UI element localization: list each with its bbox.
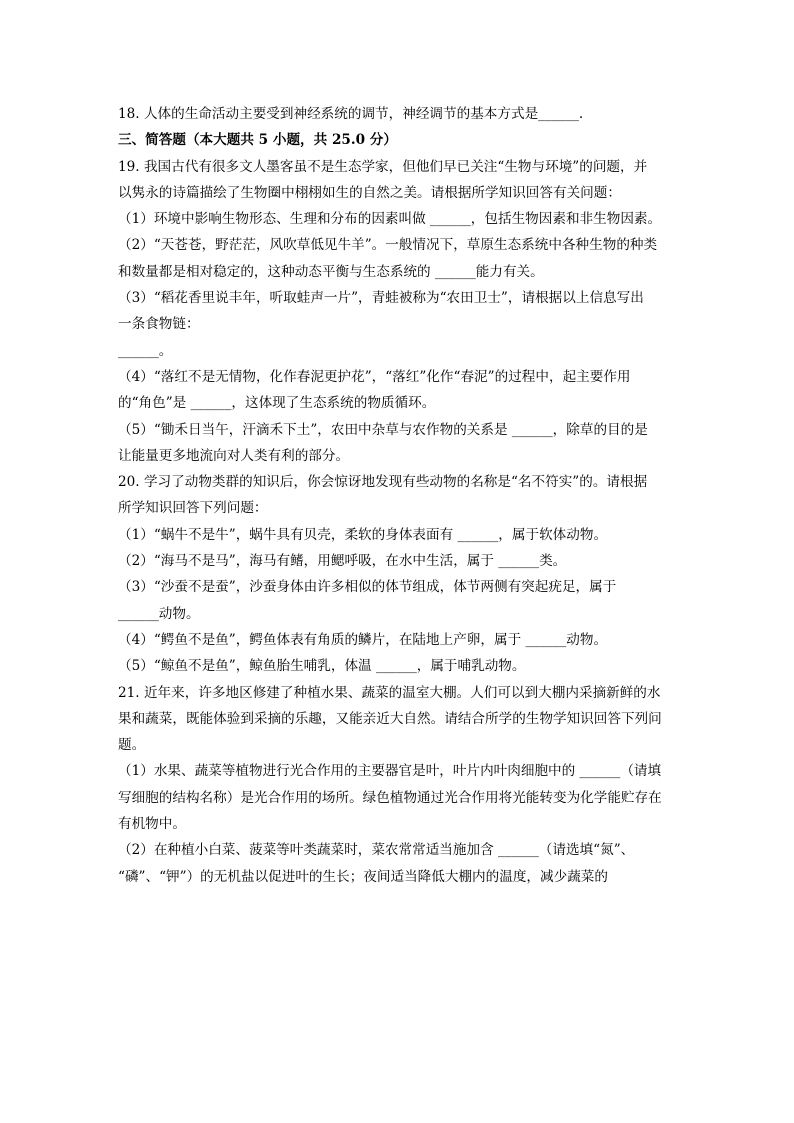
question-19-intro-line-2: 以隽永的诗篇描绘了生物圈中栩栩如生的自然之美。请根据所学知识回答有关问题： bbox=[118, 184, 621, 201]
question-21-part-1-line-3: 有机物中。 bbox=[118, 816, 186, 833]
question-19-part-3-blank: ______。 bbox=[118, 342, 173, 359]
question-19-part-3-line-1: （3）“稻花香里说丰年，听取蛙声一片”，青蛙被称为“农田卫士”，请根据以上信息写出 bbox=[118, 290, 644, 307]
question-19-intro-line-1: 19. 我国古代有很多文人墨客虽不是生态学家，但他们早已关注“生物与环境”的问题，并 bbox=[118, 158, 648, 175]
question-19-part-5-line-1: （5）“锄禾日当午，汗滴禾下土”，农田中杂草与农作物的关系是 ______，除草的目的是 bbox=[118, 421, 648, 438]
question-21-intro-line-3: 题。 bbox=[118, 737, 146, 754]
question-20-part-2: （2）“海马不是马”，海马有鳍，用鳃呼吸，在水中生活，属于 ______类。 bbox=[118, 553, 567, 570]
question-20-part-1: （1）“蜗牛不是牛”，蜗牛具有贝壳，柔软的身体表面有 ______，属于软体动物。 bbox=[118, 526, 608, 543]
question-20-intro-line-1: 20. 学习了动物类群的知识后，你会惊讶地发现有些动物的名称是“名不符实”的。请根据 bbox=[118, 474, 648, 491]
question-21-intro-line-2: 果和蔬菜，既能体验到采摘的乐趣，又能亲近大自然。请结合所学的生物学知识回答下列问 bbox=[118, 710, 662, 727]
question-20-part-4: （4）“鳄鱼不是鱼”，鳄鱼体表有角质的鳞片，在陆地上产卵，属于 ______动物。 bbox=[118, 631, 608, 648]
question-19-part-4-line-1: （4）“落红不是无情物，化作春泥更护花”，“落红”化作“春泥”的过程中，起主要作用 bbox=[118, 368, 631, 385]
question-20-part-5: （5）“鲸鱼不是鱼”，鲸鱼胎生哺乳，体温 ______，属于哺乳动物。 bbox=[118, 658, 526, 675]
section-heading-short-answer: 三、简答题（本大题共 5 小题，共 25.0 分） bbox=[118, 132, 397, 149]
question-21-intro-line-1: 21. 近年来，许多地区修建了种植水果、蔬菜的温室大棚。人们可以到大棚内采摘新鲜的水 bbox=[118, 684, 661, 701]
question-19-part-5-line-2: 让能量更多地流向对人类有利的部分。 bbox=[118, 447, 350, 464]
question-19-part-3-line-2: 一条食物链： bbox=[118, 316, 200, 333]
question-21-part-2-line-2: “磷”、“钾”）的无机盐以促进叶的生长；夜间适当降低大棚内的温度，减少蔬菜的 bbox=[118, 868, 608, 885]
question-19-part-2-line-2: 和数量都是相对稳定的，这种动态平衡与生态系统的 ______能力有关。 bbox=[118, 263, 544, 280]
question-18-text: 18. 人体的生命活动主要受到神经系统的调节，神经调节的基本方式是______. bbox=[118, 106, 584, 122]
document-body bbox=[118, 101, 693, 890]
question-20-part-3-line-1: （3）“沙蚕不是蚕”，沙蚕身体由许多相似的体节组成，体节两侧有突起疣足，属于 bbox=[118, 579, 617, 596]
question-21-part-2-line-1: （2）在种植小白菜、菠菜等叶类蔬菜时，菜农常常适当施加含 ______（请选填“氮”、 bbox=[118, 842, 635, 859]
question-19-part-2-line-1: （2）“天苍苍，野茫茫，风吹草低见牛羊”。一般情况下，草原生态系统中各种生物的种类 bbox=[118, 237, 658, 254]
question-19-part-4-line-2: 的“角色”是 ______，这体现了生态系统的物质循环。 bbox=[118, 395, 436, 412]
question-20-intro-line-2: 所学知识回答下列问题： bbox=[118, 500, 268, 517]
question-21-part-1-line-1: （1）水果、蔬菜等植物进行光合作用的主要器官是叶，叶片内叶肉细胞中的 ______（请填 bbox=[118, 763, 662, 780]
question-19-part-1: （1）环境中影响生物形态、生理和分布的因素叫做 ______，包括生物因素和非生物因素。 bbox=[118, 211, 662, 228]
question-21-part-1-line-2: 写细胞的结构名称）是光合作用的场所。绿色植物通过光合作用将光能转变为化学能贮存在 bbox=[118, 789, 662, 806]
question-20-part-3-line-2: ______动物。 bbox=[118, 605, 200, 622]
